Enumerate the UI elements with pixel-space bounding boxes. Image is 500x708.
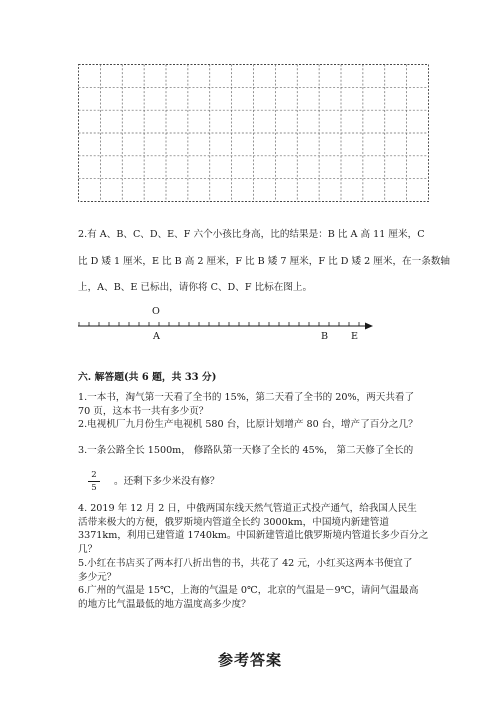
- section-heading: 六. 解答题(共 6 题，共 33 分): [78, 372, 217, 383]
- question-1: 1.一本书，淘气第一天看了全书的 15%，第二天看了全书的 20%，两天共看了 70 页，这本书一共有多少页？: [78, 392, 415, 417]
- question-3-tail: 。还剩下多少米没有修？: [114, 476, 220, 487]
- point-label-e: E: [351, 331, 359, 342]
- number-line: [76, 310, 376, 346]
- question-5: 5.小红在书店买了两本打八折出售的书，共花了 42 元，小红买这两本书便宜了 多少元？: [78, 558, 413, 583]
- point-label-b: B: [321, 331, 329, 342]
- question-2: 2.电视机厂九月份生产电视机 580 台，比原计划增产 80 台，增产了百分之几？: [78, 419, 418, 430]
- fraction-denominator: 5: [91, 483, 97, 493]
- q2-line-3: 上，A、B、E 已标出，请你将 C、D、F 比标在图上。: [78, 282, 313, 293]
- point-label-a: A: [153, 331, 160, 342]
- dotted-grid: [78, 64, 429, 202]
- question-6: 6.广州的气温是 15℃，上海的气温是 0℃，北京的气温是－9℃，请问气温最高 的地方比气温最低的地方温度高多少度？: [78, 585, 419, 610]
- answer-title: 参考答案: [217, 651, 282, 669]
- question-4: 4. 2019 年 12 月 2 日，中俄两国东线天然气管道正式投产通气，给我国人民生 活带来极大的方便，俄罗斯境内管道全长约 3000km，中国境内新建管道 3371km，利用已建管道 1740km。中国新建管道比俄罗斯境内管道长多少百分之 几？: [78, 503, 429, 555]
- arrow-head: [365, 323, 373, 330]
- origin-label: O: [152, 306, 160, 317]
- q2-line-2: 比 D 矮 1 厘米，E 比 B 高 2 厘米，F 比 B 矮 7 厘米，F 比 D 矮 2 厘米，在一条数轴: [78, 256, 451, 267]
- question-3: 3.一条公路全长 1500m， 修路队第一天修了全长的 45%， 第二天修了全长的: [78, 445, 414, 456]
- fraction: [88, 470, 100, 493]
- fraction-numerator: 2: [91, 470, 97, 480]
- q2-line-1: 2.有 A、B、C、D、E、F 六个小孩比身高，比的结果是：B 比 A 高 11 厘米，C: [78, 229, 425, 240]
